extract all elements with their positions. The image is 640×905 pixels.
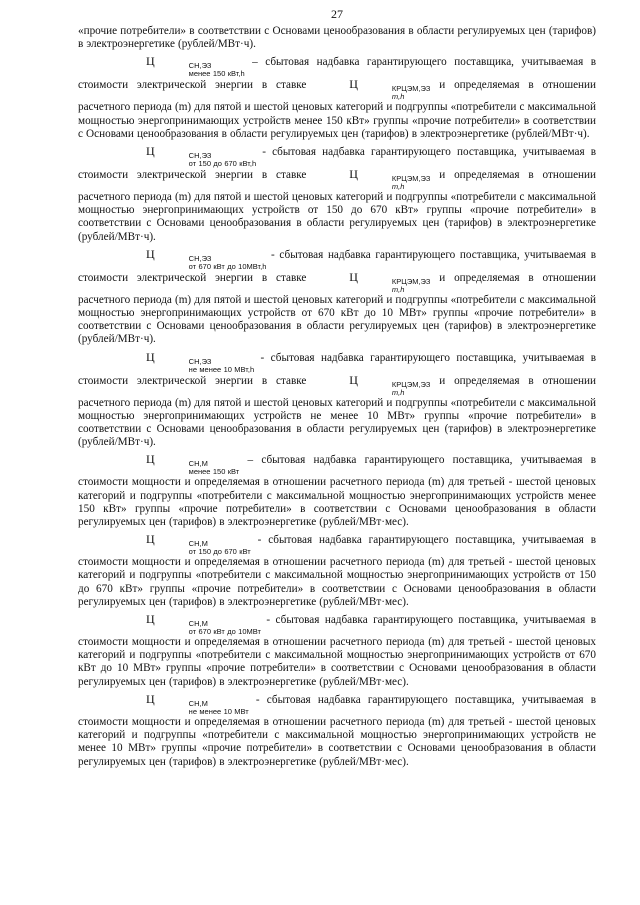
definition-paragraph <box>78 55 596 141</box>
reference-subscript: m,h <box>391 284 405 294</box>
symbol-indices <box>155 700 249 716</box>
symbol-indices <box>155 620 261 636</box>
formula-symbol <box>112 613 261 636</box>
reference-indices <box>358 85 430 101</box>
definition-dash: – <box>239 454 262 467</box>
definition-paragraph <box>78 248 596 347</box>
definition-text: сбытовая надбавка гарантирующего поставщика, учитываемая в стоимости мощности и определяемая в отношении расчетного периода (m) для третьей - шестой ценовых категорий и подгруппы «потребители с максимальной мощностью энергопринимающих устройств не менее 10 МВт» группы «прочие потребители» в соответствии с Основами ценообразования в области регулируемых цен (тарифов) в электроэнергетике (рублей/МВт·мес). <box>78 693 596 768</box>
reference-letter: Ц <box>349 77 358 92</box>
symbol-superscript: СН,М <box>188 459 208 469</box>
symbol-superscript: СН,ЭЗ <box>188 61 212 71</box>
intro-paragraph: «прочие потребители» в соответствии с Основами ценообразования в области регулируемых цен (тарифов) в электроэнергетике (рублей/МВт·ч). <box>78 25 596 51</box>
entries-list <box>78 55 596 768</box>
reference-superscript: КРЦЭМ,ЭЗ <box>391 84 431 94</box>
symbol-subscript: не менее 10 МВт <box>188 706 249 716</box>
definition-text-continued: и определяемая в отношении расчетного периода (m) для пятой и шестой ценовых категорий и подгруппы «потребители с максимальной мощностью энергопринимающих устройств от 670 кВт до 10 МВт» группы «прочие потребители» в соответствии с Основами ценообразования в области регулируемых цен (тарифов) в электроэнергетике (рублей/МВт·ч). <box>78 271 596 346</box>
symbol-indices <box>155 62 245 78</box>
definition-paragraph <box>78 693 596 769</box>
definition-paragraph <box>78 453 596 529</box>
definition-text: сбытовая надбавка гарантирующего поставщика, учитываемая в стоимости мощности и определяемая в отношении расчетного периода (m) для третьей - шестой ценовых категорий и подгруппы «потребители с максимальной мощностью энергопринимающих устройств от 150 до 670 кВт» группы «прочие потребители» в соответствии с Основами ценообразования в области регулируемых цен (тарифов) в электроэнергетике (рублей/МВт·мес). <box>78 534 596 608</box>
reference-indices <box>358 278 430 294</box>
formula-symbol <box>112 533 251 556</box>
definition-text: сбытовая надбавка гарантирующего поставщика, учитываемая в стоимости электрической энергии в ставке <box>78 351 597 387</box>
definition-dash: - <box>266 248 280 261</box>
formula-symbol <box>112 351 254 374</box>
symbol-superscript: СН,М <box>188 539 208 549</box>
symbol-subscript: от 150 до 670 кВт <box>188 547 251 557</box>
symbol-letter: Ц <box>146 349 155 364</box>
symbol-letter: Ц <box>146 144 155 159</box>
definition-text-continued: и определяемая в отношении расчетного периода (m) для пятой и шестой ценовых категорий и подгруппы «потребители с максимальной мощностью энергопринимающих устройств от 150 до 670 кВт» группы «прочие потребители» в соответствии с Основами ценообразования в области регулируемых цен (тарифов) в электроэнергетике (рублей/МВт·ч). <box>78 169 596 243</box>
symbol-superscript: СН,М <box>188 619 208 629</box>
definition-paragraph <box>78 613 596 689</box>
symbol-superscript: СН,ЭЗ <box>188 253 212 263</box>
symbol-letter: Ц <box>146 452 155 467</box>
formula-symbol <box>112 55 245 78</box>
formula-symbol <box>112 145 256 168</box>
symbol-indices <box>155 540 251 556</box>
symbol-indices <box>155 152 256 168</box>
symbol-indices <box>155 255 267 271</box>
definition-text-continued: и определяемая в отношении расчетного периода (m) для пятой и шестой ценовых категорий и подгруппы «потребители с максимальной мощностью энергопринимающих устройств не менее 10 МВт» группы «прочие потребители» в соответствии с Основами ценообразования в области регулируемых цен (тарифов) в электроэнергетике (рублей/МВт·ч). <box>78 374 596 449</box>
reference-symbol <box>315 271 430 294</box>
symbol-letter: Ц <box>146 54 155 69</box>
definition-text: сбытовая надбавка гарантирующего поставщика, учитываемая в стоимости мощности и определяемая в отношении расчетного периода (m) для третьей - шестой ценовых категорий и подгруппы «потребители с максимальной мощностью энергопринимающих устройств менее 150 кВт» группы «прочие потребители» в соответствии с Основами ценообразования в области регулируемых цен (тарифов) в электроэнергетике (рублей/МВт·мес). <box>78 454 596 529</box>
definition-text: сбытовая надбавка гарантирующего поставщика, учитываемая в стоимости мощности и определяемая в отношении расчетного периода (m) для третьей - шестой ценовых категорий и подгруппы «потребители с максимальной мощностью энергопринимающих устройств от 670 кВт до 10 МВт» группы «прочие потребители» в соответствии с Основами ценообразования в области регулируемых цен (тарифов) в электроэнергетике (рублей/МВт·мес). <box>78 614 596 688</box>
reference-superscript: КРЦЭМ,ЭЗ <box>391 276 431 286</box>
reference-symbol <box>315 78 430 101</box>
reference-subscript: m,h <box>391 92 405 102</box>
definition-paragraph <box>78 351 596 450</box>
definition-text-continued: и определяемая в отношении расчетного периода (m) для пятой и шестой ценовых категорий и подгруппы «потребители с максимальной мощностью энергопринимающих устройств менее 150 кВт» группы «прочие потребители» в соответствии с Основами ценообразования в области регулируемых цен (тарифов) в электроэнергетике (рублей/МВт·ч). <box>78 79 596 140</box>
document-page <box>78 6 596 769</box>
reference-symbol <box>315 374 430 397</box>
definition-dash: – <box>244 56 266 69</box>
reference-indices <box>358 175 430 191</box>
symbol-subscript: менее 150 кВт,h <box>188 69 245 79</box>
reference-letter: Ц <box>349 372 358 387</box>
definition-paragraph <box>78 533 596 609</box>
symbol-subscript: от 150 до 670 кВт,h <box>188 159 257 169</box>
definition-dash: - <box>254 351 271 364</box>
symbol-superscript: СН,М <box>188 698 208 708</box>
definition-text: сбытовая надбавка гарантирующего поставщика, учитываемая в стоимости электрической энергии в ставке <box>78 248 596 284</box>
formula-symbol <box>112 453 239 476</box>
definition-dash: - <box>260 614 276 627</box>
symbol-subscript: не менее 10 МВт,h <box>188 364 255 374</box>
reference-subscript: m,h <box>391 387 405 397</box>
symbol-superscript: СН,ЭЗ <box>188 151 212 161</box>
reference-symbol <box>315 168 430 191</box>
symbol-letter: Ц <box>146 246 155 261</box>
symbol-subscript: от 670 кВт до 10МВт <box>188 627 261 637</box>
reference-subscript: m,h <box>391 182 405 192</box>
reference-letter: Ц <box>349 269 358 284</box>
reference-superscript: КРЦЭМ,ЭЗ <box>391 379 431 389</box>
reference-indices <box>358 381 430 397</box>
reference-superscript: КРЦЭМ,ЭЗ <box>391 174 431 184</box>
formula-symbol <box>112 248 266 271</box>
definition-paragraph <box>78 145 596 244</box>
symbol-letter: Ц <box>146 691 155 706</box>
definition-dash: - <box>256 146 273 159</box>
symbol-indices <box>155 460 240 476</box>
symbol-subscript: от 670 кВт до 10МВт,h <box>188 261 267 271</box>
symbol-letter: Ц <box>146 612 155 627</box>
definition-dash: - <box>250 534 269 547</box>
page-number: 27 <box>331 7 343 21</box>
symbol-superscript: СН,ЭЗ <box>188 356 212 366</box>
formula-symbol <box>112 693 249 716</box>
symbol-subscript: менее 150 кВт <box>188 467 240 477</box>
definition-text: сбытовая надбавка гарантирующего поставщика, учитываемая в стоимости электрической энергии в ставке <box>78 56 596 92</box>
symbol-indices <box>155 358 254 374</box>
definition-text: сбытовая надбавка гарантирующего поставщика, учитываемая в стоимости электрической энергии в ставке <box>78 146 597 182</box>
reference-letter: Ц <box>349 167 358 182</box>
definition-dash: - <box>248 693 267 706</box>
symbol-letter: Ц <box>146 532 155 547</box>
